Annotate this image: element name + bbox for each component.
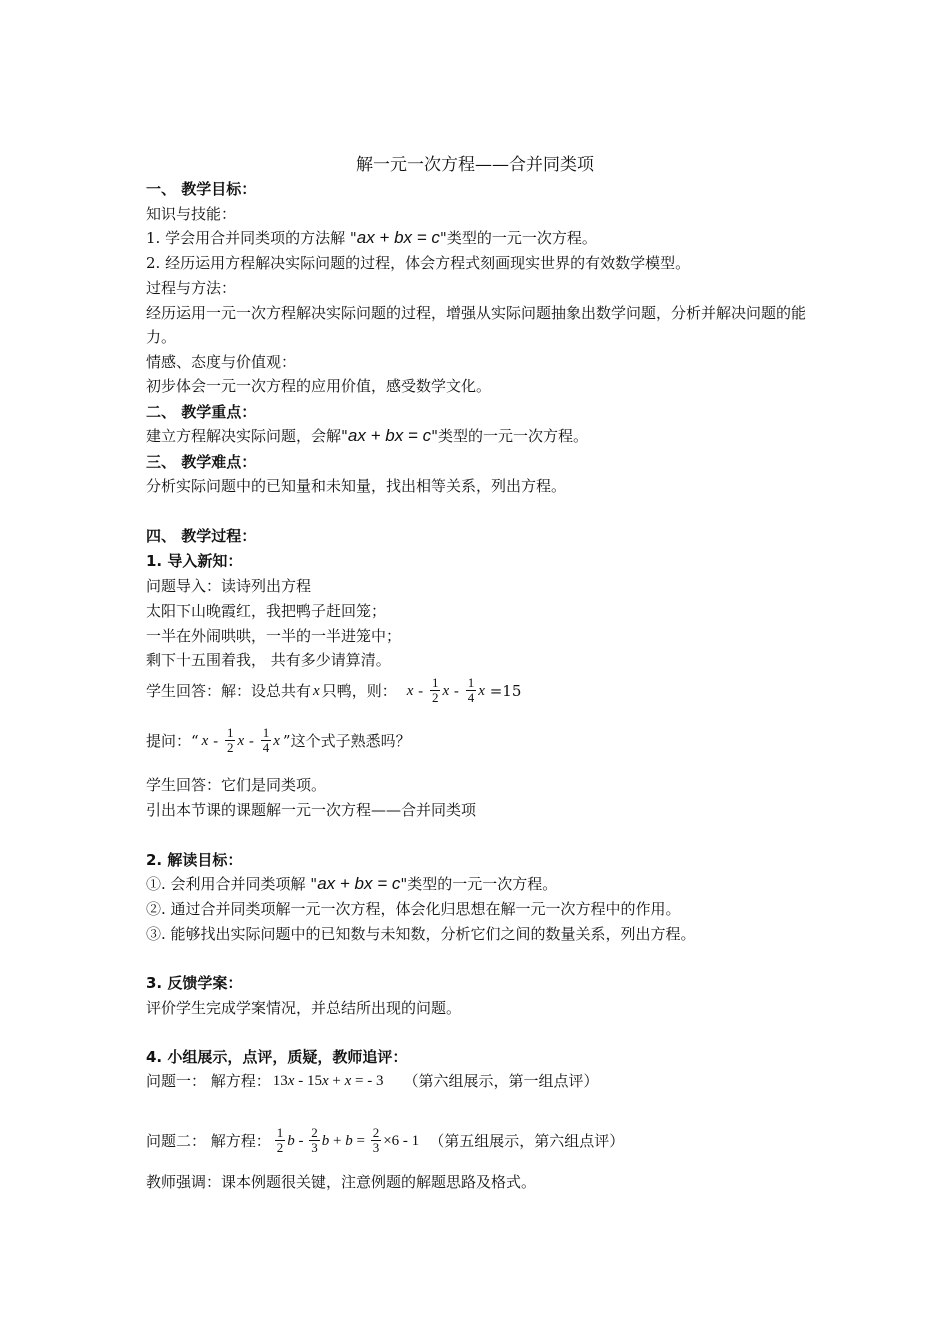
objective-1-text: 1. 学会用合并同类项的方法解 " (146, 229, 357, 247)
student-answer-2: 学生回答：它们是同类项。 (146, 776, 327, 794)
goal-2: ②. 通过合并同类项解一元一次方程，体会化归思想在解一元一次方程中的作用。 (146, 900, 681, 918)
teacher-emphasis: 教师强调：课本例题很关键，注意例题的解题思路及格式。 (146, 1173, 537, 1191)
question-expression: x - 1 2 x - 1 4 x (201, 725, 280, 755)
section-heading-objectives: 一、 教学目标： (146, 180, 257, 198)
subheading-knowledge-skill: 知识与技能： (146, 205, 237, 223)
process-method-text: 经历运用一元一次方程解决实际问题的过程，增强从实际问题抽象出数学问题，分析并解决问题的能力。 (146, 304, 807, 346)
step-1-heading: 1. 导入新知： (146, 552, 243, 570)
question-prompt (146, 726, 411, 755)
step-2-heading: 2. 解读目标： (146, 851, 243, 869)
objective-1-suffix: "类型的一元一次方程。 (439, 229, 597, 247)
section-heading-difficulties: 三、 教学难点： (146, 453, 257, 471)
goal-3: ③. 能够找出实际问题中的已知数与未知数，分析它们之间的数量关系，列出方程。 (146, 925, 696, 943)
document-title: 解一元一次方程——合并同类项 (356, 155, 594, 175)
key-point-suffix: "类型的一元一次方程。 (431, 427, 588, 445)
subheading-process-method: 过程与方法： (146, 279, 237, 297)
question-prefix: 提问：“ (146, 731, 199, 750)
section-heading-key-points: 二、 教学重点： (146, 403, 257, 421)
problem-2-note: （第五组展示，第六组点评） (429, 1131, 625, 1150)
question-suffix: ”这个式子熟悉吗？ (282, 731, 411, 750)
student-answer-1 (146, 676, 521, 705)
section-heading-process: 四、 教学过程： (146, 527, 257, 545)
poem-line-3: 剩下十五围着我， 共有多少请算清。 (146, 651, 391, 669)
difficulty-text: 分析实际问题中的已知量和未知量，找出相等关系，列出方程。 (146, 477, 567, 495)
problem-2-equation: 1 2 b - 2 3 b + b = 2 3 ×6 - 1 (276, 1125, 420, 1155)
goal-1 (146, 874, 557, 894)
objective-2: 2. 经历运用方程解决实际问题的过程，体会方程式刻画现实世界的有效数学模型。 (146, 254, 691, 272)
goal-1-formula: ax + bx = c (317, 874, 401, 893)
poem-line-2: 一半在外闹哄哄，一半的一半进笼中； (146, 627, 402, 645)
problem-2-label: 问题二： 解方程： (146, 1131, 271, 1150)
objective-1-formula: ax + bx = c (356, 228, 440, 247)
problem-1 (146, 1071, 599, 1091)
answer-1-prefix: 学生回答：解：设总共有 (146, 681, 312, 700)
feedback-text: 评价学生完成学案情况，并总结所出现的问题。 (146, 999, 462, 1017)
step-3-heading: 3. 反馈学案： (146, 974, 243, 992)
goal-1-suffix: "类型的一元一次方程。 (400, 875, 558, 893)
problem-2 (146, 1126, 624, 1155)
poem-line-1: 太阳下山晚霞红，我把鸭子赶回笼； (146, 602, 387, 620)
problem-1-label: 问题一： 解方程： (146, 1072, 271, 1090)
key-point-prefix: 建立方程解决实际问题，会解" (146, 427, 348, 445)
objective-1 (146, 228, 597, 248)
key-point-formula: ax + bx = c (347, 426, 432, 445)
answer-1-variable: x (313, 682, 320, 699)
attitude-text: 初步体会一元一次方程的应用价值，感受数学文化。 (146, 377, 492, 395)
key-point-text (146, 426, 588, 446)
equation-1: x - 1 2 x - 1 4 x =15 (406, 675, 522, 705)
intro-text: 问题导入：读诗列出方程 (146, 577, 312, 595)
problem-1-note: （第六组展示，第一组点评） (403, 1072, 599, 1090)
problem-1-equation: 13x - 15x + x = - 3 (272, 1073, 384, 1089)
answer-1-mid: 只鸭，则： (321, 681, 397, 700)
goal-1-prefix: ①. 会利用合并同类项解 " (146, 875, 318, 893)
subheading-attitude: 情感、态度与价值观： (146, 353, 297, 371)
step-4-heading: 4. 小组展示，点评，质疑，教师追评： (146, 1048, 408, 1066)
lead-in-text: 引出本节课的课题解一元一次方程——合并同类项 (146, 801, 477, 819)
